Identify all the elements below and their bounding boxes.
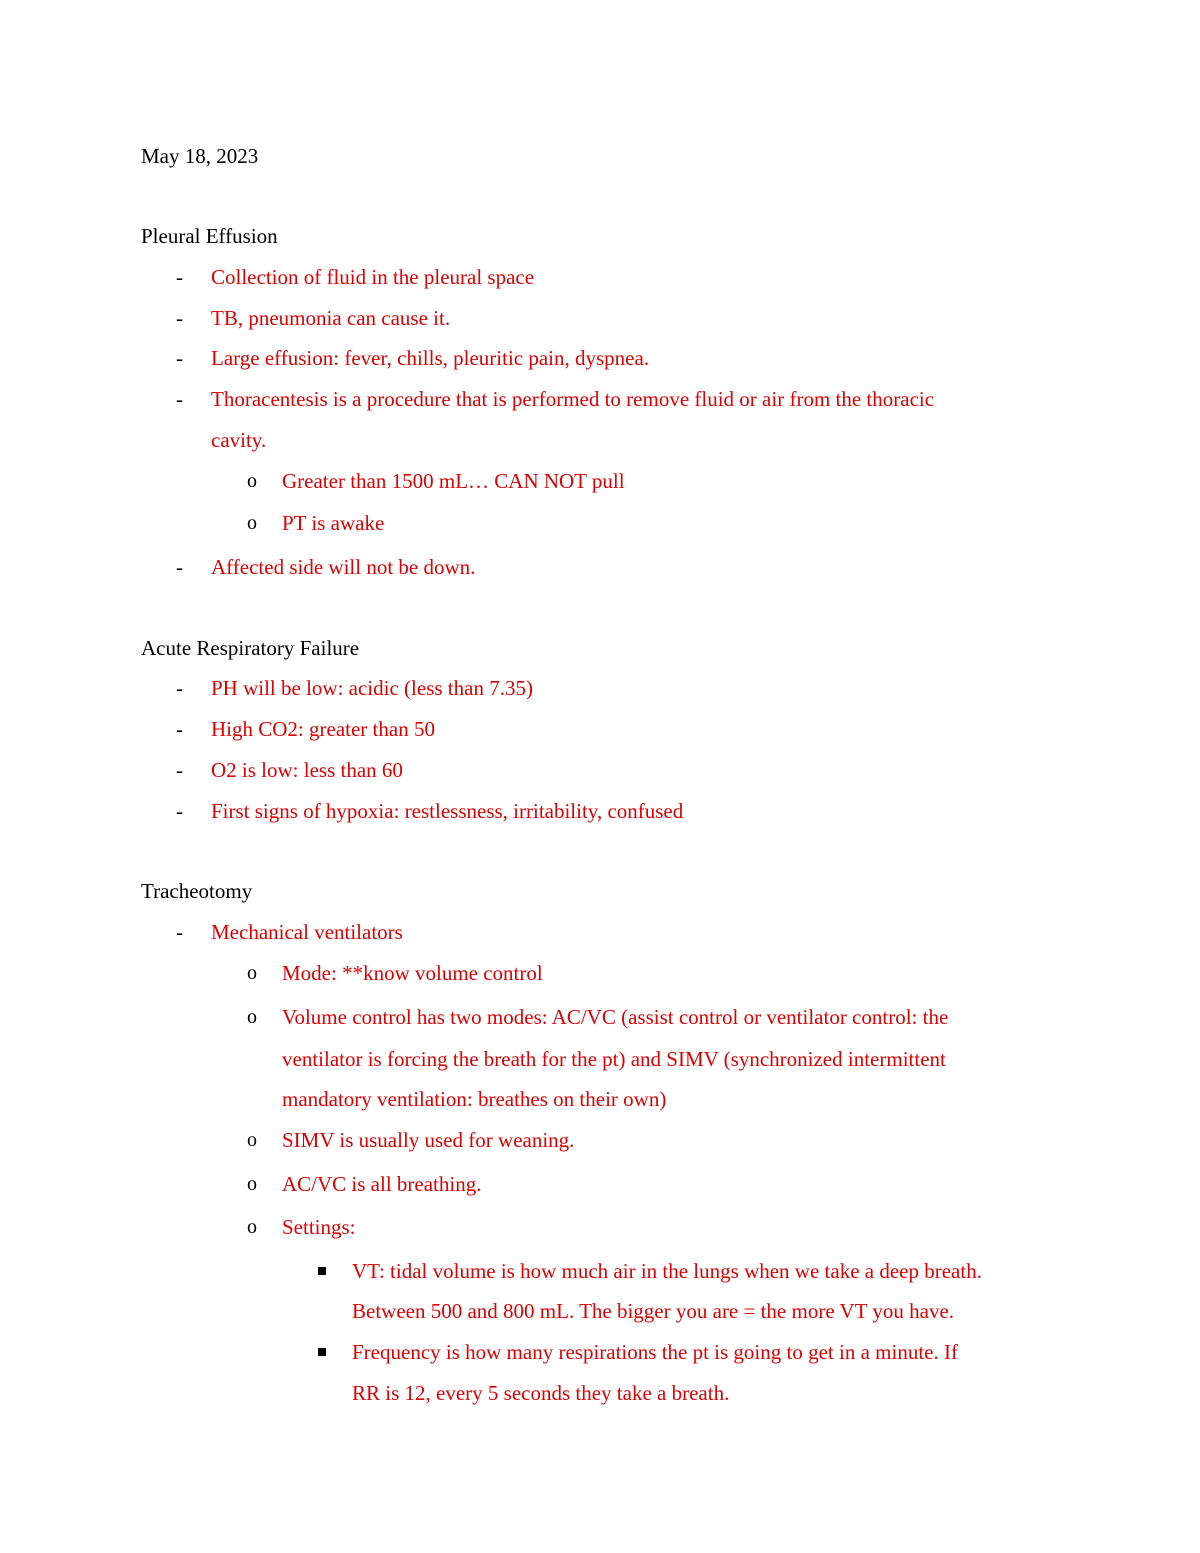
circle-bullet: o	[247, 512, 257, 534]
list-item-continuation: cavity.	[211, 428, 267, 452]
document-date: May 18, 2023	[141, 144, 259, 168]
dash-bullet: -	[176, 758, 183, 782]
sub-sub-list-item-continuation: Between 500 and 800 mL. The bigger you are = the more VT you have.	[352, 1299, 955, 1323]
circle-bullet: o	[247, 1216, 257, 1238]
list-item: First signs of hypoxia: restlessness, irritability, confused	[211, 799, 684, 823]
sub-list-item: Volume control has two modes: AC/VC (assist control or ventilator control: the	[282, 1005, 949, 1029]
square-bullet-icon	[318, 1348, 326, 1356]
circle-bullet: o	[247, 962, 257, 984]
list-item: Affected side will not be down.	[211, 555, 476, 579]
dash-bullet: -	[176, 555, 183, 579]
section-heading-tracheotomy: Tracheotomy	[141, 879, 253, 903]
section-heading-pleural-effusion: Pleural Effusion	[141, 224, 278, 248]
list-item: O2 is low: less than 60	[211, 758, 403, 782]
list-item: Mechanical ventilators	[211, 920, 403, 944]
list-item: TB, pneumonia can cause it.	[211, 306, 451, 330]
sub-list-item: AC/VC is all breathing.	[282, 1172, 482, 1196]
square-bullet-icon	[318, 1267, 326, 1275]
dash-bullet: -	[176, 346, 183, 370]
list-item: Thoracentesis is a procedure that is performed to remove fluid or air from the thoracic	[211, 387, 935, 411]
sub-list-item: Greater than 1500 mL… CAN NOT pull	[282, 469, 625, 493]
sub-list-item: PT is awake	[282, 511, 385, 535]
sub-list-item-continuation: ventilator is forcing the breath for the pt) and SIMV (synchronized intermittent	[282, 1047, 946, 1071]
section-heading-acute-respiratory-failure: Acute Respiratory Failure	[141, 636, 360, 660]
sub-list-item-continuation: mandatory ventilation: breathes on their own)	[282, 1087, 667, 1111]
dash-bullet: -	[176, 920, 183, 944]
sub-sub-list-item: Frequency is how many respirations the pt is going to get in a minute. If	[352, 1340, 958, 1364]
dash-bullet: -	[176, 799, 183, 823]
list-item: High CO2: greater than 50	[211, 717, 435, 741]
sub-list-item: SIMV is usually used for weaning.	[282, 1128, 575, 1152]
circle-bullet: o	[247, 1129, 257, 1151]
dash-bullet: -	[176, 265, 183, 289]
sub-sub-list-item-continuation: RR is 12, every 5 seconds they take a breath.	[352, 1381, 730, 1405]
list-item: Large effusion: fever, chills, pleuritic pain, dyspnea.	[211, 346, 650, 370]
sub-list-item: Mode: **know volume control	[282, 961, 543, 985]
dash-bullet: -	[176, 676, 183, 700]
sub-list-item: Settings:	[282, 1215, 356, 1239]
circle-bullet: o	[247, 1006, 257, 1028]
sub-sub-list-item: VT: tidal volume is how much air in the lungs when we take a deep breath.	[352, 1259, 982, 1283]
list-item: Collection of fluid in the pleural space	[211, 265, 535, 289]
dash-bullet: -	[176, 387, 183, 411]
dash-bullet: -	[176, 306, 183, 330]
circle-bullet: o	[247, 470, 257, 492]
list-item: PH will be low: acidic (less than 7.35)	[211, 676, 533, 700]
dash-bullet: -	[176, 717, 183, 741]
circle-bullet: o	[247, 1173, 257, 1195]
